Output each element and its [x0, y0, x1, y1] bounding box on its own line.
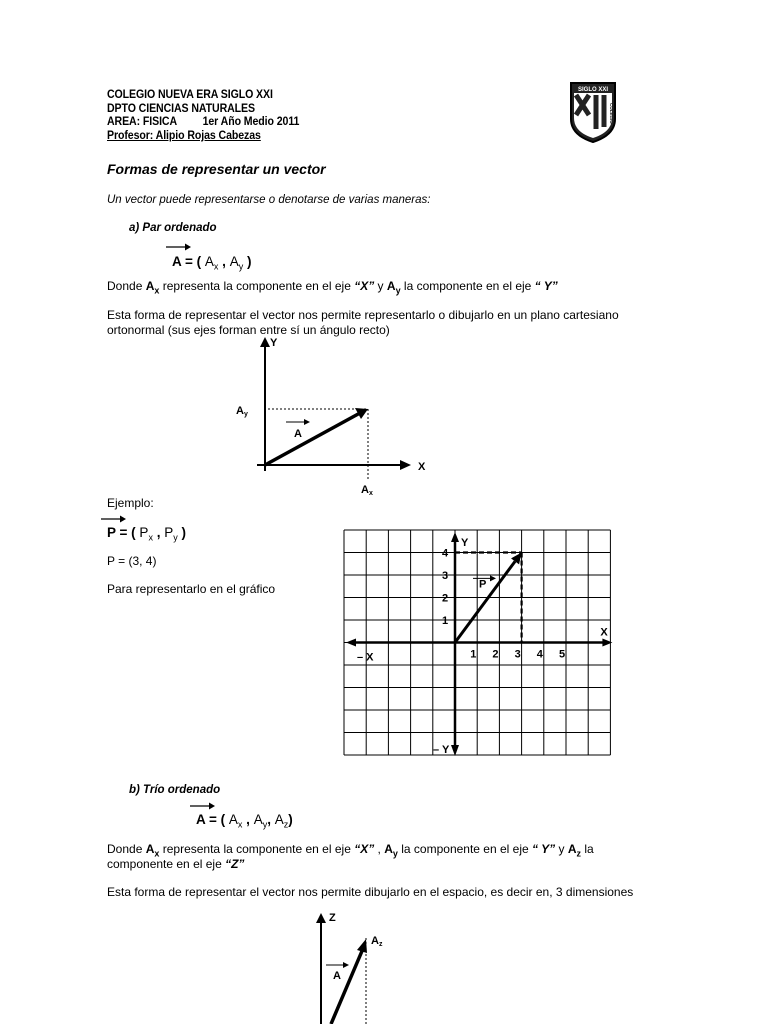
formula-a-lhs: A = (	[172, 254, 202, 269]
school-name: COLEGIO NUEVA ERA SIGLO XXI	[107, 89, 273, 101]
z-axis-arrowhead	[316, 913, 326, 923]
vector-a-label: A	[294, 428, 302, 440]
donde-t2: y	[374, 279, 387, 293]
ay-symbol: A	[386, 279, 396, 293]
az-label: Az	[371, 935, 383, 948]
y-axis-arrowhead	[260, 337, 270, 347]
b-x-quote: “X”	[354, 842, 375, 856]
b-ax-sub: x	[154, 848, 160, 859]
grid-neg-y-axis-label: – Y	[433, 744, 450, 756]
vector-arrow-icon	[166, 243, 192, 251]
grid-y-axis-label: Y	[461, 537, 469, 549]
grid-x-tick: 4	[536, 648, 543, 661]
intro-text: Un vector puede representarse o denotarse de varias maneras:	[107, 194, 431, 206]
vector-a3-label: A	[333, 970, 341, 982]
b-z-quote: “Z”	[225, 857, 245, 871]
grid-y-tick: 4	[442, 547, 449, 560]
ax-sub: x	[154, 285, 160, 296]
b-donde-t5: la	[580, 842, 594, 856]
formula-p	[107, 525, 186, 543]
ax-symbol: A	[145, 279, 155, 293]
b-ay-sub: y	[392, 848, 398, 859]
formula-a	[172, 254, 251, 272]
course: 1er Año Medio 2011	[202, 116, 300, 129]
grid-neg-x-arrowhead	[346, 639, 356, 647]
grid-y-tick: 3	[442, 570, 449, 582]
formula-a-c1: A	[204, 254, 214, 269]
b-donde-t4: y	[555, 842, 568, 856]
vector-arrow-icon	[190, 802, 216, 810]
donde-label: Donde	[107, 279, 143, 293]
ay-sub: y	[395, 285, 401, 296]
formula-b-s3: z	[283, 819, 289, 830]
grid-x-tick: 1	[470, 648, 477, 661]
formula-a-end: )	[243, 254, 252, 269]
formula-a-s2: y	[238, 261, 244, 272]
grid-vector-label: P	[479, 578, 487, 591]
formula-p-end: )	[177, 525, 186, 540]
grid-y-tick: 1	[442, 615, 449, 627]
teacher: Profesor: Alipio Rojas Cabezas	[107, 129, 261, 142]
grid-neg-y-arrowhead	[451, 745, 459, 756]
grid-y-arrowhead	[451, 532, 459, 542]
formula-p-c1: P	[139, 525, 149, 540]
vector-a-line	[265, 413, 360, 465]
b-az-sub: z	[576, 848, 581, 859]
formula-b-sep1: ,	[242, 812, 254, 827]
example-value: P = (3, 4)	[107, 554, 157, 568]
section-a-heading: a) Par ordenado	[129, 222, 217, 234]
formula-b-s1: x	[237, 819, 243, 830]
grid-vector-p	[455, 561, 515, 642]
x-axis-label: X	[418, 461, 426, 473]
vector-diagram-3d	[300, 905, 410, 1024]
donde-t1: representa la componente en el eje	[159, 279, 355, 293]
z-axis-label: Z	[329, 912, 336, 924]
formula-p-sep: ,	[152, 525, 165, 540]
school-header	[107, 89, 299, 143]
formula-p-c2: P	[164, 525, 174, 540]
formula-a-sep: ,	[218, 254, 230, 269]
section-b-desc: Esta forma de representar el vector nos permite dibujarlo en el espacio, es decir en, 3 dimensiones	[107, 885, 634, 899]
ay-label: Ay	[236, 405, 248, 418]
formula-b-sep2: ,	[267, 812, 275, 827]
grid-x-tick: 3	[514, 648, 521, 661]
x-quote: “X”	[354, 279, 375, 293]
section-a-desc-2: ortonormal (sus ejes forman entre sí un ángulo recto)	[107, 323, 390, 337]
grid-x-tick: 2	[492, 648, 499, 661]
grid-y-tick: 2	[442, 592, 449, 605]
area-course	[107, 116, 299, 130]
b-donde-t1: representa la componente en el eje	[159, 842, 355, 856]
area: AREA: FISICA	[107, 116, 177, 129]
b-ax-symbol: A	[145, 842, 155, 856]
grid-x-tick: 5	[559, 648, 566, 661]
x-axis-arrowhead	[400, 460, 411, 470]
formula-b-c1: A	[228, 812, 238, 827]
grid-x-axis-label: X	[600, 626, 608, 639]
school-crest-logo	[569, 81, 617, 144]
vector-arrow-icon	[101, 515, 127, 523]
formula-p-s1: x	[148, 532, 153, 543]
b-ay-symbol: A	[384, 842, 393, 856]
grid-x-arrowhead	[602, 639, 612, 647]
grid-chart	[340, 525, 622, 761]
b-donde-t3: la componente en el eje	[397, 842, 533, 856]
vector-a3-head	[357, 939, 367, 953]
grid-labels	[357, 537, 608, 756]
y-quote: “ Y”	[534, 279, 558, 293]
formula-b-c3: A	[274, 812, 284, 827]
formula-a-c2: A	[229, 254, 239, 269]
formula-a-s1: x	[213, 261, 219, 272]
section-a-desc-1: Esta forma de representar el vector nos permite representarlo o dibujarlo en un plano cartesiano	[107, 308, 619, 322]
donde-t3: la componente en el eje	[400, 279, 535, 293]
page-title: Formas de representar un vector	[107, 161, 326, 177]
b-donde-t2: ,	[374, 842, 385, 856]
formula-b-end: )	[288, 812, 293, 827]
vector-diagram-2d	[230, 335, 430, 500]
example-label: Ejemplo:	[107, 496, 154, 510]
formula-b	[196, 812, 293, 830]
section-a-donde	[107, 279, 558, 298]
vector-a3-line	[331, 951, 362, 1024]
department: DPTO CIENCIAS NATURALES	[107, 102, 255, 115]
y-axis-label: Y	[270, 337, 278, 349]
grid-neg-x-axis-label: – X	[357, 651, 374, 664]
b-donde-label: Donde	[107, 842, 143, 856]
formula-b-c2: A	[253, 812, 263, 827]
section-b-donde-2	[107, 857, 244, 872]
vector-arrow-icon-head	[490, 575, 496, 581]
section-b-heading: b) Trío ordenado	[129, 784, 221, 796]
formula-p-s2: y	[173, 532, 178, 543]
formula-p-lhs: P = (	[107, 525, 136, 540]
formula-b-s2: y	[262, 819, 268, 830]
b-az-symbol: A	[567, 842, 577, 856]
logo-top-text: SIGLO XXI	[577, 87, 609, 93]
example-caption: Para representarlo en el gráfico	[107, 582, 276, 596]
b-line2: componente en el eje	[107, 857, 226, 871]
formula-b-lhs: A = (	[196, 812, 226, 827]
b-y-quote: “ Y”	[532, 842, 556, 856]
logo-side-text: COLEGIO	[609, 103, 614, 124]
ax-label: Ax	[361, 484, 373, 497]
grid-overlay	[346, 532, 612, 756]
